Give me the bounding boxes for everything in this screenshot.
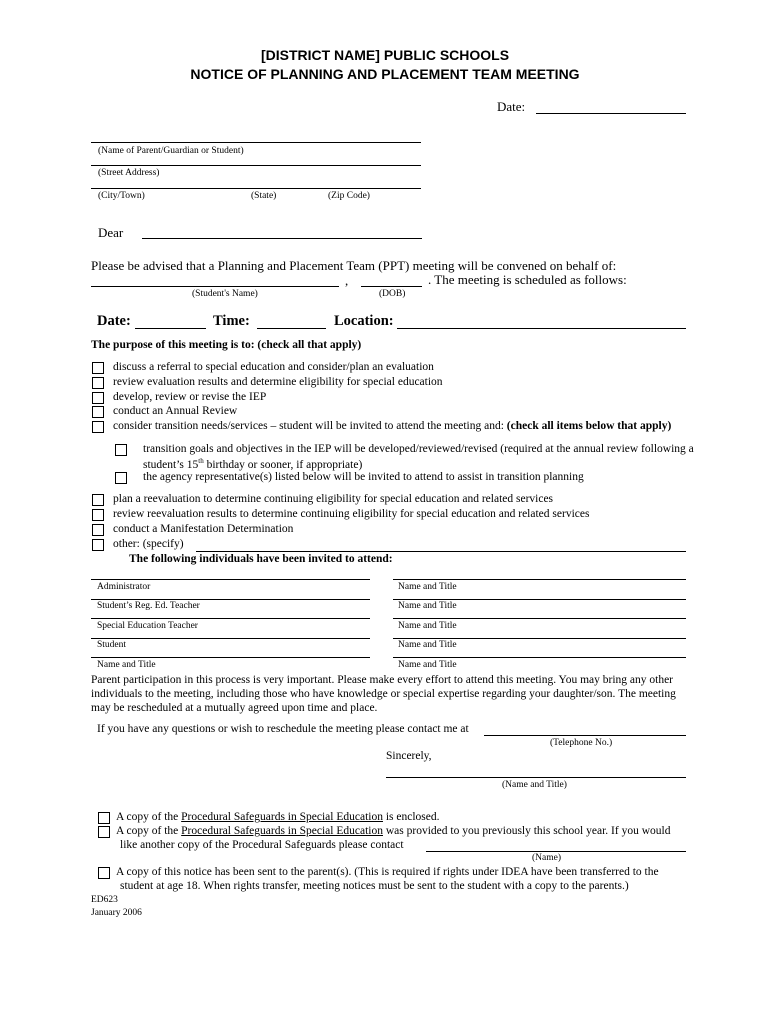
participation-line3: may be rescheduled at a mutually agreed upon time and place. [91,702,378,714]
invited-left-label-5: Name and Title [97,660,156,670]
city-line[interactable] [91,188,421,189]
state-label: (State) [251,191,277,201]
dob-label: (DOB) [379,289,406,299]
district-title: [DISTRICT NAME] PUBLIC SCHOOLS [260,47,510,63]
street-line[interactable] [91,165,421,166]
telephone-label: (Telephone No.) [550,738,613,748]
previous-pre: A copy of the [116,825,182,837]
transition-goals-line2 [143,457,362,471]
invited-left-line-4[interactable] [91,638,370,639]
invited-left-line-1[interactable] [91,579,370,580]
safeguards-enclosed [116,811,440,823]
enclosed-pre: A copy of the [116,811,182,823]
transition-text: consider transition needs/services – student will be invited to attend the meeting and: [113,420,504,432]
transition-agency: the agency representative(s) listed below will be invited to attend to assist in transition planning [143,471,584,483]
purpose-checkbox-iep[interactable] [92,392,104,404]
purpose-item-iep: develop, review or revise the IEP [113,391,267,403]
sincerely-text: Sincerely, [386,750,432,762]
safeguards-parents-line1: A copy of this notice has been sent to the parent(s). (This is required if rights under IDEA have been transferred to the [116,866,659,878]
invited-right-label-1: Name and Title [398,582,457,592]
transition-checkbox-agency[interactable] [115,472,127,484]
purpose-checkbox-other[interactable] [92,539,104,551]
invited-right-label-4: Name and Title [398,640,457,650]
meeting-location-line[interactable] [397,328,686,329]
purpose-item-referral: discuss a referral to special education and consider/plan an evaluation [113,361,434,373]
telephone-line[interactable] [484,735,686,736]
dear-label: Dear [98,225,124,240]
notice-title: NOTICE OF PLANNING AND PLACEMENT TEAM MEETING [190,66,580,82]
signature-line[interactable] [386,777,686,778]
purpose-checkbox-transition[interactable] [92,421,104,433]
contact-name-label: (Name) [532,853,562,863]
invited-left-label-1: Administrator [97,582,151,592]
street-label: (Street Address) [98,168,160,178]
comma: , [345,273,349,288]
safeguards-contact-line: like another copy of the Procedural Safeguards please contact [120,839,404,851]
purpose-checkbox-evaluation[interactable] [92,377,104,389]
contact-name-line[interactable] [426,851,686,852]
schedule-text: . The meeting is scheduled as follows: [428,272,627,287]
intro-text: Please be advised that a Planning and Placement Team (PPT) meeting will be convened on behalf of: [91,258,617,273]
dob-line[interactable] [361,286,422,287]
meeting-date-label: Date: [97,313,131,329]
transition-bold: (check all items below that apply) [506,420,672,432]
purpose-item-transition [113,420,671,432]
transition-checkbox-goals[interactable] [115,444,127,456]
invited-right-line-4[interactable] [393,638,686,639]
purpose-checkbox-reevaluation-review[interactable] [92,509,104,521]
form-id: ED623 [91,895,118,905]
previous-post: was provided to you previously this school year. If you would [382,825,671,837]
name-line[interactable] [91,142,421,143]
invited-right-line-5[interactable] [393,657,686,658]
participation-line2: individuals to the meeting, including those who have knowledge or special expertise regarding your daughter/son. The meeting [91,688,676,700]
purpose-checkbox-referral[interactable] [92,362,104,374]
form-date: January 2006 [91,908,142,918]
invited-right-label-2: Name and Title [398,601,457,611]
purpose-item-other: other: (specify) [113,538,184,550]
safeguards-checkbox-enclosed[interactable] [98,812,110,824]
goals-line2-post: birthday or sooner, if appropriate) [203,458,363,471]
safeguards-parents-line2: student at age 18. When rights transfer, meeting notices must be sent to the student with a copy to the parents.) [120,880,629,892]
enclosed-link: Procedural Safeguards in Special Education [181,811,383,823]
meeting-location-label: Location: [334,313,394,329]
purpose-item-reevaluation-plan: plan a reevaluation to determine continuing eligibility for special education and related services [113,493,554,505]
student-name-label: (Student's Name) [192,289,258,299]
purpose-item-evaluation: review evaluation results and determine eligibility for special education [113,376,443,388]
participation-line1: Parent participation in this process is very important. Please make every effort to attend this meeting. You may bring any other [91,674,674,686]
purpose-item-manifestation: conduct a Manifestation Determination [113,523,294,535]
safeguards-checkbox-parents[interactable] [98,867,110,879]
goals-sup: th [198,457,204,465]
invited-left-line-3[interactable] [91,618,370,619]
signature-label: (Name and Title) [502,780,567,790]
purpose-checkbox-reevaluation-plan[interactable] [92,494,104,506]
dear-line[interactable] [142,238,422,239]
invited-right-line-3[interactable] [393,618,686,619]
city-label: (City/Town) [98,191,145,201]
purpose-item-reevaluation-review: review reevaluation results to determine continuing eligibility for special education and related services [113,508,590,520]
invited-left-label-2: Student’s Reg. Ed. Teacher [97,601,200,611]
zip-label: (Zip Code) [328,191,370,201]
purpose-heading: The purpose of this meeting is to: (check all that apply) [91,339,362,351]
name-label: (Name of Parent/Guardian or Student) [98,146,244,156]
invited-right-line-1[interactable] [393,579,686,580]
contact-text: If you have any questions or wish to reschedule the meeting please contact me at [97,723,469,735]
invited-heading: The following individuals have been invited to attend: [129,553,393,565]
date-label: Date: [497,99,526,114]
goals-line2-pre: student’s 15 [143,458,199,471]
invited-right-line-2[interactable] [393,599,686,600]
meeting-time-label: Time: [213,313,250,329]
date-line[interactable] [536,113,686,114]
safeguards-checkbox-previous[interactable] [98,826,110,838]
invited-left-line-5[interactable] [91,657,370,658]
invited-right-label-3: Name and Title [398,621,457,631]
invited-right-label-5: Name and Title [398,660,457,670]
other-specify-line[interactable] [196,551,686,552]
invited-left-label-3: Special Education Teacher [97,621,198,631]
student-name-line[interactable] [91,286,339,287]
safeguards-previous [116,825,670,837]
previous-link: Procedural Safeguards in Special Education [181,825,383,837]
meeting-time-line[interactable] [257,328,326,329]
purpose-checkbox-annual-review[interactable] [92,406,104,418]
invited-left-label-4: Student [97,640,127,650]
purpose-checkbox-manifestation[interactable] [92,524,104,536]
transition-goals-line1: transition goals and objectives in the IEP will be developed/reviewed/revised (required at the annual review following a [143,443,694,455]
purpose-item-annual-review: conduct an Annual Review [113,405,238,417]
meeting-date-line[interactable] [135,328,206,329]
enclosed-post: is enclosed. [382,811,440,823]
invited-left-line-2[interactable] [91,599,370,600]
